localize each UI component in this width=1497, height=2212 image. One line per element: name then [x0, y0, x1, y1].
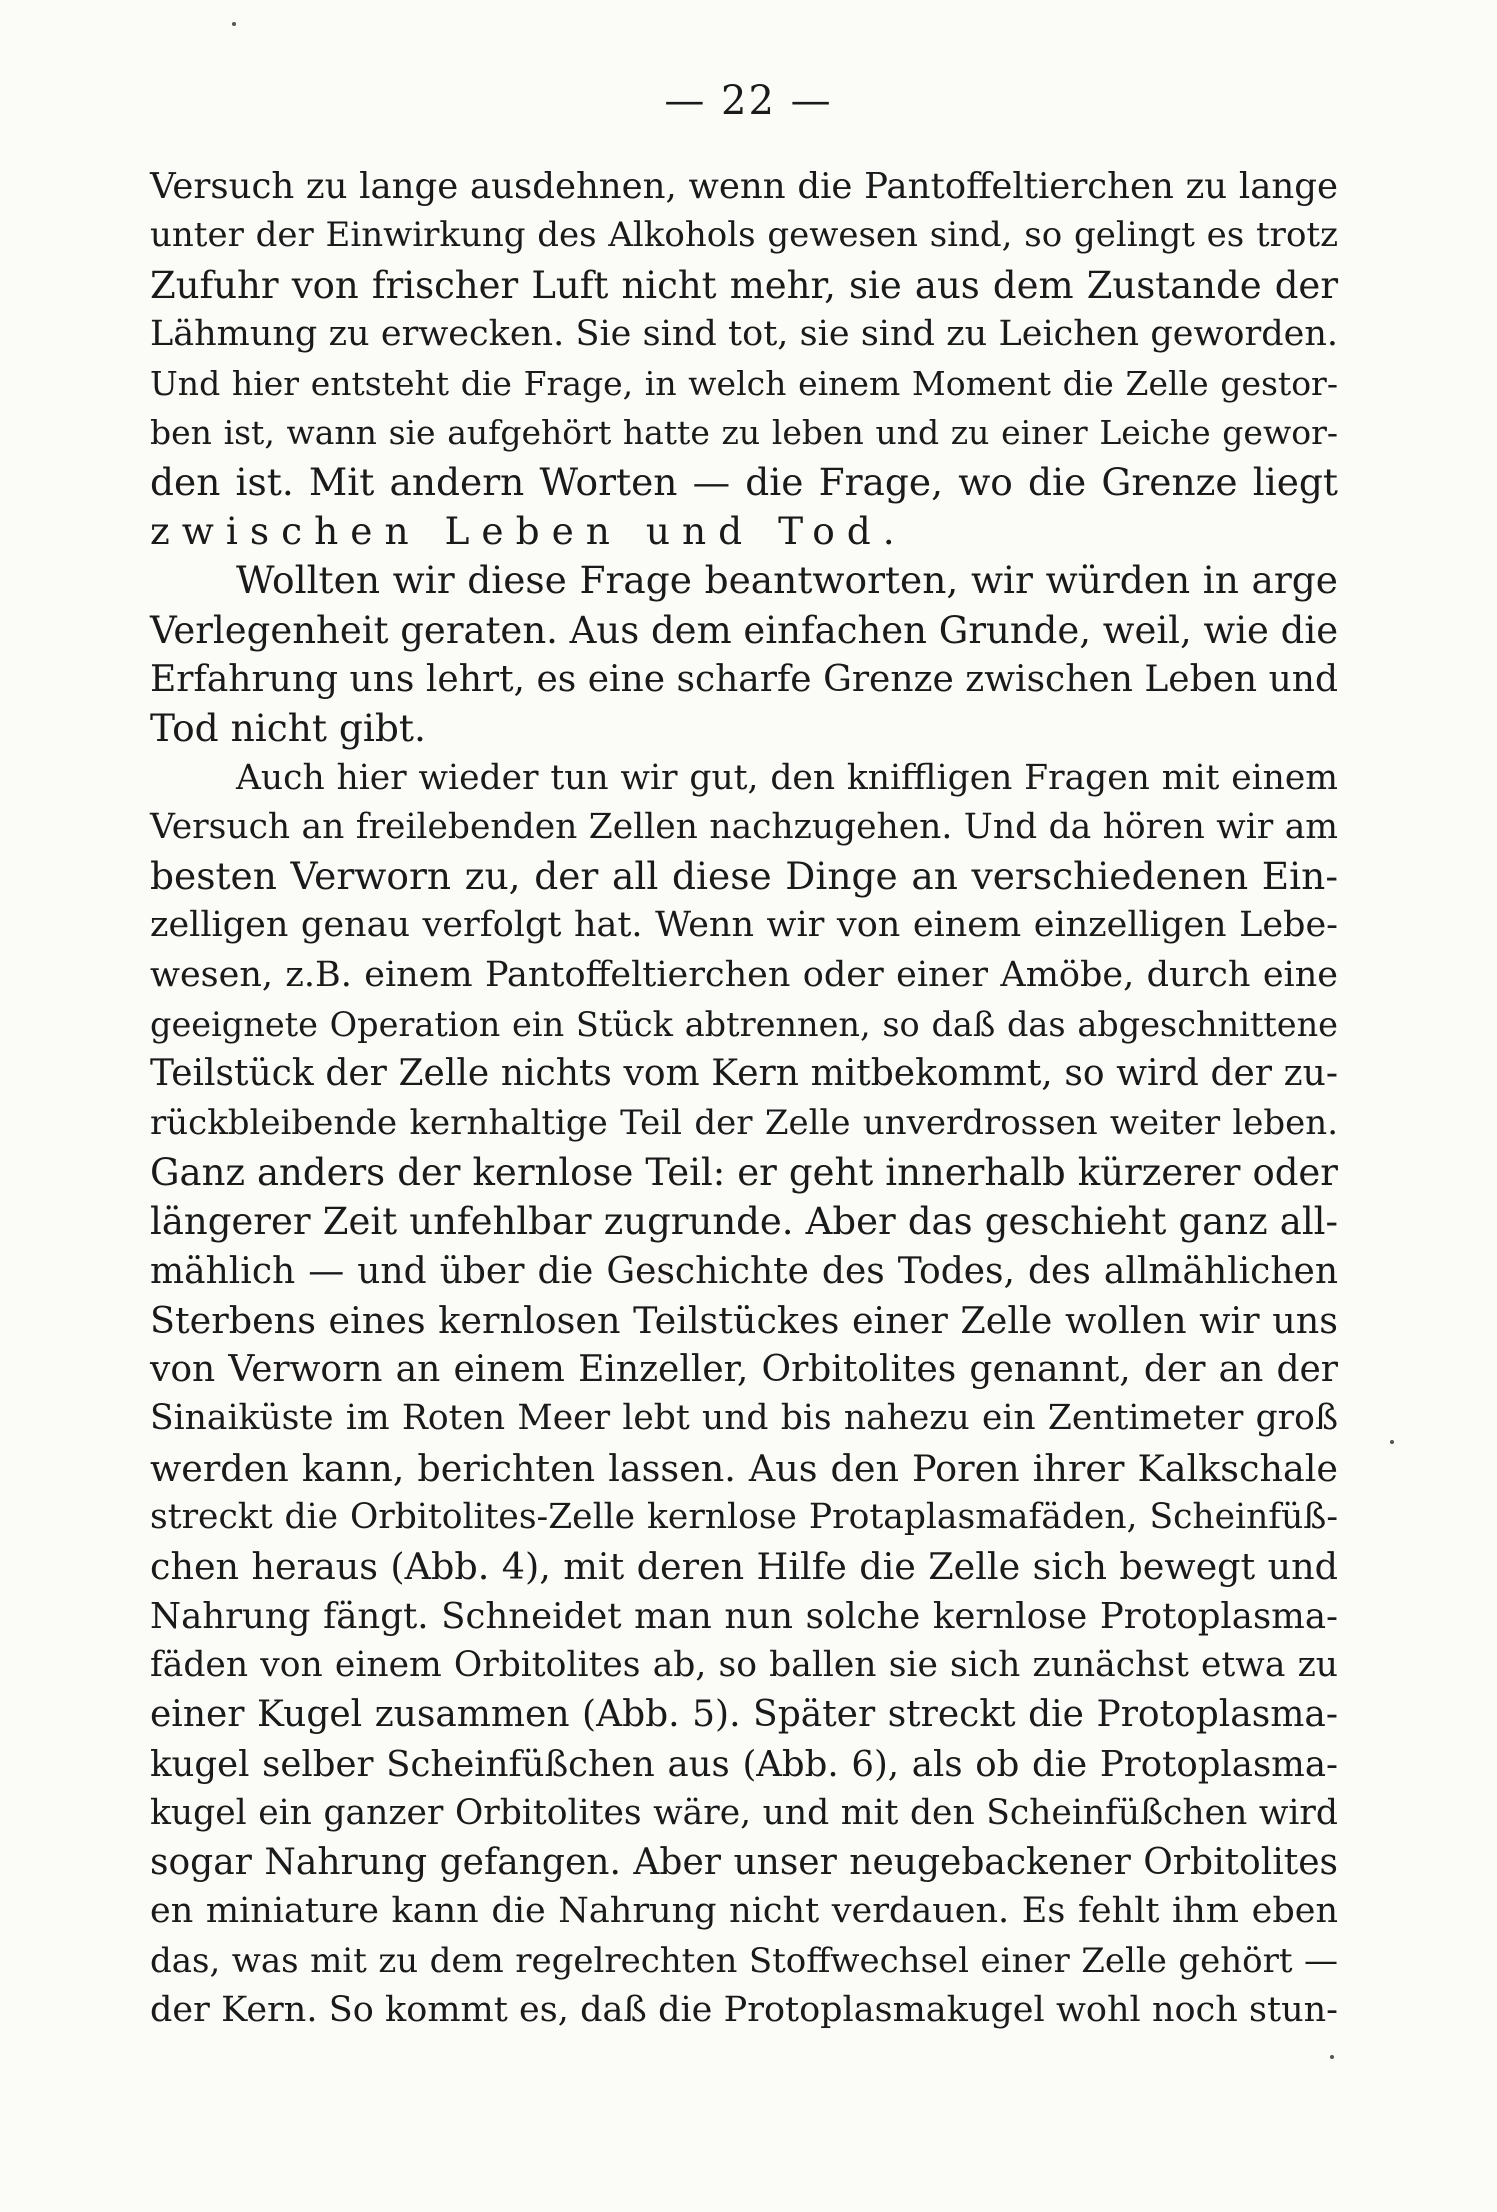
text-line: Tod nicht gibt.: [150, 706, 426, 751]
paper-speck: [232, 22, 236, 26]
text-line: Wollten wir diese Frage beantworten, wir würden in arge: [236, 558, 1338, 603]
text-line: einer Kugel zusammen (Abb. 5). Später streckt die Protoplasma-: [150, 1694, 1338, 1736]
text-line: chen heraus (Abb. 4), mit deren Hilfe die Zelle sich bewegt und: [150, 1545, 1338, 1589]
text-line: besten Verworn zu, der all diese Dinge an verschiedenen Ein-: [150, 854, 1338, 899]
text-line: das, was mit zu dem regelrechten Stoffwechsel einer Zelle gehört —: [150, 1940, 1338, 1981]
text-line: Und hier entsteht die Frage, in welch einem Moment die Zelle gestor-: [150, 364, 1338, 404]
text-line: Versuch zu lange ausdehnen, wenn die Pantoffeltierchen zu lange: [150, 166, 1338, 207]
text-line: Lähmung zu erwecken. Sie sind tot, sie sind zu Leichen geworden.: [150, 313, 1338, 354]
text-line: Versuch an freilebenden Zellen nachzugehen. Und da hören wir am: [150, 806, 1338, 847]
text-line: Teilstück der Zelle nichts vom Kern mitbekommt, so wird der zu-: [150, 1053, 1338, 1095]
paper-speck: [1390, 1440, 1394, 1444]
text-line: Zufuhr von frischer Luft nicht mehr, sie aus dem Zustande der: [150, 263, 1338, 307]
text-line: längerer Zeit unfehlbar zugrunde. Aber das geschieht ganz all-: [150, 1200, 1338, 1244]
page-number: — 22 —: [664, 78, 833, 124]
text-line: den ist. Mit andern Worten — die Frage, wo die Grenze liegt: [150, 459, 1338, 504]
text-line: Sinaiküste im Roten Meer lebt und bis nahezu ein Zentimeter groß: [150, 1398, 1338, 1439]
text-line: geeignete Operation ein Stück abtrennen, so daß das abgeschnittene: [150, 1005, 1338, 1045]
text-line: Verlegenheit geraten. Aus dem einfachen Grunde, weil, wie die: [150, 608, 1339, 652]
text-line: sogar Nahrung gefangen. Aber unser neugebackener Orbitolites: [150, 1842, 1338, 1884]
text-line: Erfahrung uns lehrt, es eine scharfe Grenze zwischen Leben und: [150, 658, 1338, 700]
text-line: streckt die Orbitolites-Zelle kernlose Protaplasmafäden, Scheinfüß-: [150, 1497, 1338, 1538]
text-line: wesen, z.B. einem Pantoffeltierchen oder einer Amöbe, durch eine: [150, 954, 1338, 995]
text-line: Sterbens eines kernlosen Teilstückes einer Zelle wollen wir uns: [150, 1298, 1338, 1342]
text-line: zwischen Leben und Tod.: [150, 509, 907, 554]
text-line: ben ist, wann sie aufgehört hatte zu leben und zu einer Leiche gewor-: [150, 413, 1338, 453]
text-line: fäden von einem Orbitolites ab, so ballen sie sich zunächst etwa zu: [150, 1644, 1338, 1685]
body-text: [150, 162, 1338, 2035]
paper-speck: [1330, 2055, 1334, 2059]
text-line: Ganz anders der kernlose Teil: er geht innerhalb kürzerer oder: [150, 1150, 1338, 1194]
text-line: werden kann, berichten lassen. Aus den Poren ihrer Kalkschale: [150, 1446, 1338, 1490]
text-line: unter der Einwirkung des Alkohols gewesen sind, so gelingt es trotz: [150, 215, 1338, 256]
text-line: kugel selber Scheinfüßchen aus (Abb. 6), als ob die Protoplasma-: [150, 1743, 1338, 1785]
text-line: mählich — und über die Geschichte des Todes, des allmählichen: [150, 1250, 1338, 1292]
text-line: der Kern. So kommt es, daß die Protoplasmakugel wohl noch stun-: [150, 1989, 1338, 2030]
text-line: zelligen genau verfolgt hat. Wenn wir von einem einzelligen Lebe-: [150, 905, 1338, 946]
text-line: Auch hier wieder tun wir gut, den kniffligen Fragen mit einem: [236, 757, 1338, 798]
text-line: von Verworn an einem Einzeller, Orbitolites genannt, der an der: [150, 1349, 1338, 1391]
text-line: rückbleibende kernhaltige Teil der Zelle unverdrossen weiter leben.: [150, 1102, 1338, 1143]
text-line: Nahrung fängt. Schneidet man nun solche kernlose Protoplasma-: [150, 1595, 1338, 1637]
text-line: en miniature kann die Nahrung nicht verdauen. Es fehlt ihm eben: [150, 1891, 1338, 1932]
text-line: kugel ein ganzer Orbitolites wäre, und mit den Scheinfüßchen wird: [150, 1792, 1338, 1833]
